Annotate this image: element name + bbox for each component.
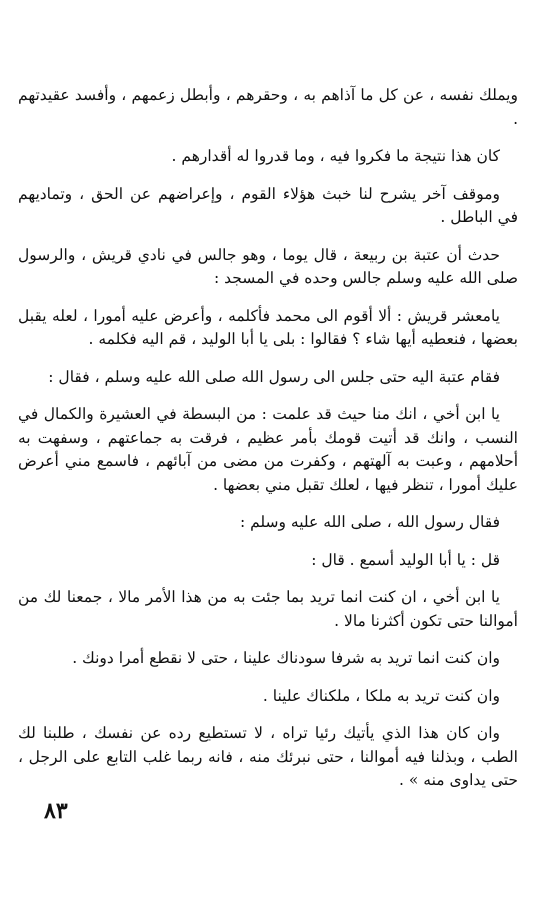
paragraph: وان كان هذا الذي يأتيك رئيا تراه ، لا تستطيع رده عن نفسك ، طلبنا لك الطب ، وبذلنا فيه أموالنا ، حتى نبرئك منه ، فانه ربما غلب التابع على الرجل ، حتى يداوى منه » .: [18, 724, 518, 789]
page-number: ٨٣: [44, 798, 68, 824]
paragraph: وان كنت انما تريد به شرفا سودناك علينا ، حتى لا نقطع أمرا دونك .: [72, 649, 500, 667]
paragraph: قل : يا أبا الوليد أسمع . قال :: [311, 550, 500, 569]
page-body: [18, 84, 518, 807]
paragraph: كان هذا نتيجة ما فكروا فيه ، وما قدروا له أقدارهم .: [171, 147, 500, 165]
paragraph: يا ابن أخي ، ان كنت انما تريد بما جئت به من هذا الأمر مالا ، جمعنا لك من أموالنا حتى تكون أكثرنا مالا .: [18, 588, 518, 630]
paragraph: يا ابن أخي ، انك منا حيث قد علمت : من البسطة في العشيرة والكمال في النسب ، وانك قد أتيت قومك بأمر عظيم ، فرقت به جماعتهم ، وسفهت به أحلامهم ، وعبت به آلهتهم ، وكفرت من مضى من آبائهم ، فاسمع مني أعرض عليك أمورا ، تنظر فيها ، لعلك تقبل مني بعضها .: [18, 405, 518, 494]
paragraph: يامعشر قريش : ألا أقوم الى محمد فأكلمه ، وأعرض عليه أمورا ، لعله يقبل بعضها ، فنعطيه أيها شاء ؟ فقالوا : بلى يا أبا الوليد ، قم اليه فكلمه .: [18, 306, 518, 348]
paragraph: وان كنت تريد به ملكا ، ملكناك علينا .: [262, 686, 500, 705]
paragraph: وموقف آخر يشرح لنا خبث هؤلاء القوم ، وإعراضهم عن الحق ، وتماديهم في الباطل .: [18, 184, 518, 226]
paragraph: حدث أن عتبة بن ربيعة ، قال يوما ، وهو جالس في نادي قريش ، والرسول صلى الله عليه وسلم جالس وحده في المسجد :: [18, 245, 518, 287]
paragraph: فقام عتبة اليه حتى جلس الى رسول الله صلى الله عليه وسلم ، فقال :: [48, 367, 500, 386]
paragraph: فقال رسول الله ، صلى الله عليه وسلم :: [239, 513, 500, 531]
paragraph: ويملك نفسه ، عن كل ما آذاهم به ، وحقرهم ، وأبطل زعمهم ، وأفسد عقيدتهم .: [18, 86, 518, 128]
